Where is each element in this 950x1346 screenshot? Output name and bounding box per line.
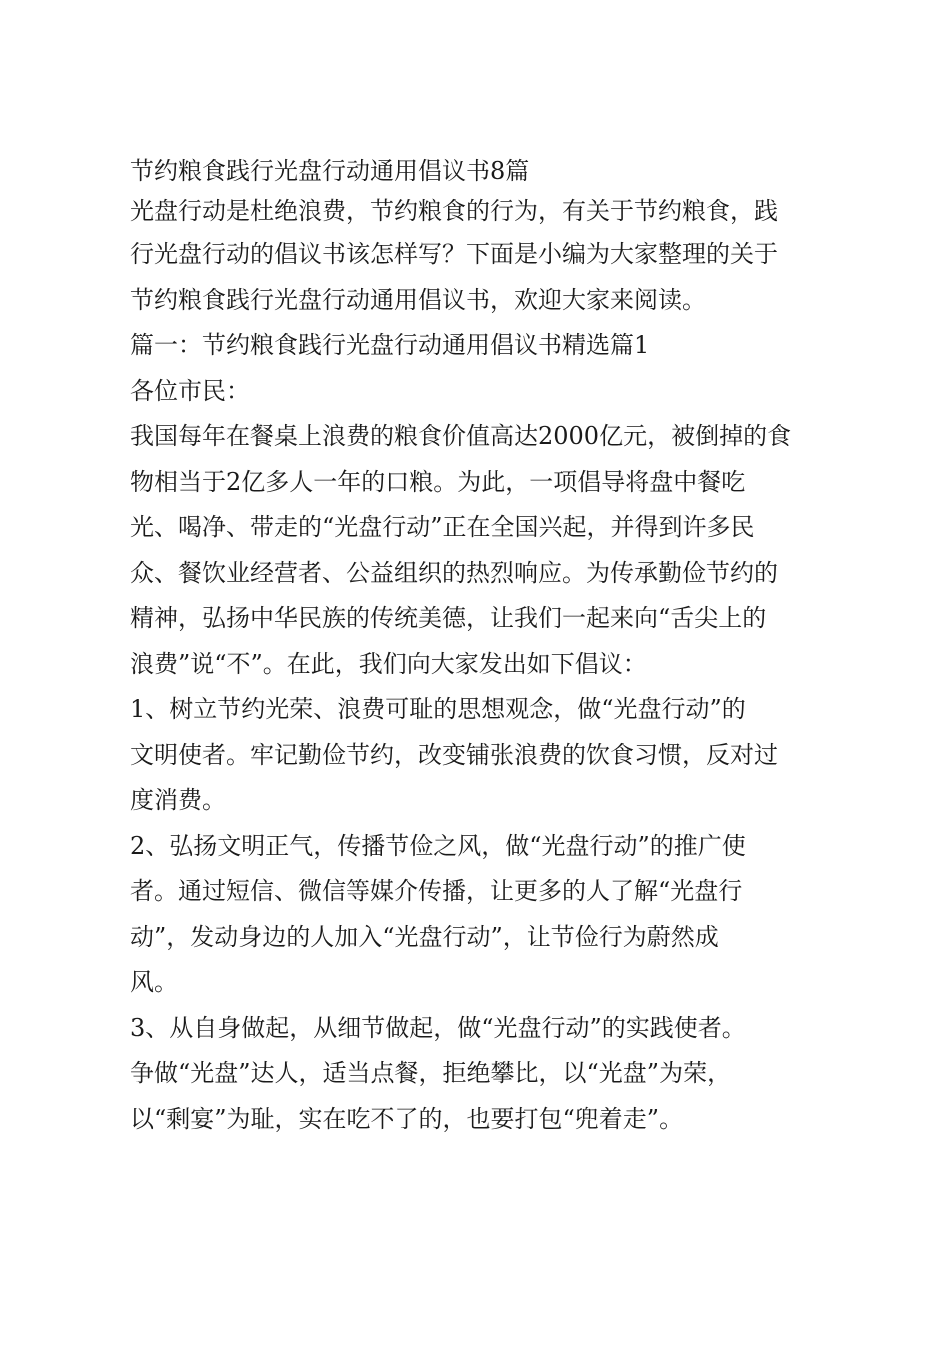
- proposal-item-2-line: 2、弘扬文明正气，传播节俭之风，做“光盘行动”的推广使: [130, 831, 746, 860]
- paragraph-line: 精神，弘扬中华民族的传统美德，让我们一起来向“舌尖上的: [130, 604, 767, 632]
- proposal-item-3-line: 争做“光盘”达人，适当点餐，拒绝攀比，以“光盘”为荣，: [130, 1059, 732, 1087]
- proposal-item-1-line: 文明使者。牢记勤俭节约，改变铺张浪费的饮食习惯，反对过: [130, 740, 778, 769]
- paragraph-line: 浪费”说“不”。在此，我们向大家发出如下倡议：: [130, 649, 647, 678]
- intro-line: 节约粮食践行光盘行动通用倡议书，欢迎大家来阅读。: [130, 285, 706, 314]
- intro-line: 行光盘行动的倡议书该怎样写？下面是小编为大家整理的关于: [130, 240, 778, 268]
- document-title: 节约粮食践行光盘行动通用倡议书8篇: [130, 157, 530, 185]
- proposal-item-3-line: 以“剩宴”为耻，实在吃不了的，也要打包“兜着走”。: [130, 1104, 684, 1133]
- proposal-item-3-line: 3、从自身做起，从细节做起，做“光盘行动”的实践使者。: [130, 1013, 746, 1042]
- paragraph-line: 光、喝净、带走的“光盘行动”正在全国兴起，并得到许多民: [130, 513, 755, 541]
- proposal-item-1-line: 度消费。: [130, 786, 226, 814]
- section-heading: 篇一：节约粮食践行光盘行动通用倡议书精选篇1: [130, 331, 650, 359]
- salutation: 各位市民：: [130, 376, 250, 405]
- proposal-item-2-line: 动”，发动身边的人加入“光盘行动”，让节俭行为蔚然成: [130, 922, 719, 951]
- paragraph-line: 物相当于2亿多人一年的口粮。为此，一项倡导将盘中餐吃: [130, 467, 746, 496]
- proposal-item-1-line: 1、树立节约光荣、浪费可耻的思想观念，做“光盘行动”的: [130, 695, 746, 723]
- proposal-item-2-line: 风。: [130, 968, 178, 996]
- intro-line: 光盘行动是杜绝浪费，节约粮食的行为，有关于节约粮食，践: [130, 197, 778, 225]
- proposal-item-2-line: 者。通过短信、微信等媒介传播，让更多的人了解“光盘行: [130, 877, 743, 905]
- paragraph-line: 众、餐饮业经营者、公益组织的热烈响应。为传承勤俭节约的: [130, 558, 778, 587]
- paragraph-line: 我国每年在餐桌上浪费的粮食价值高达2000亿元，被倒掉的食: [130, 422, 792, 450]
- document-body: [130, 152, 830, 1142]
